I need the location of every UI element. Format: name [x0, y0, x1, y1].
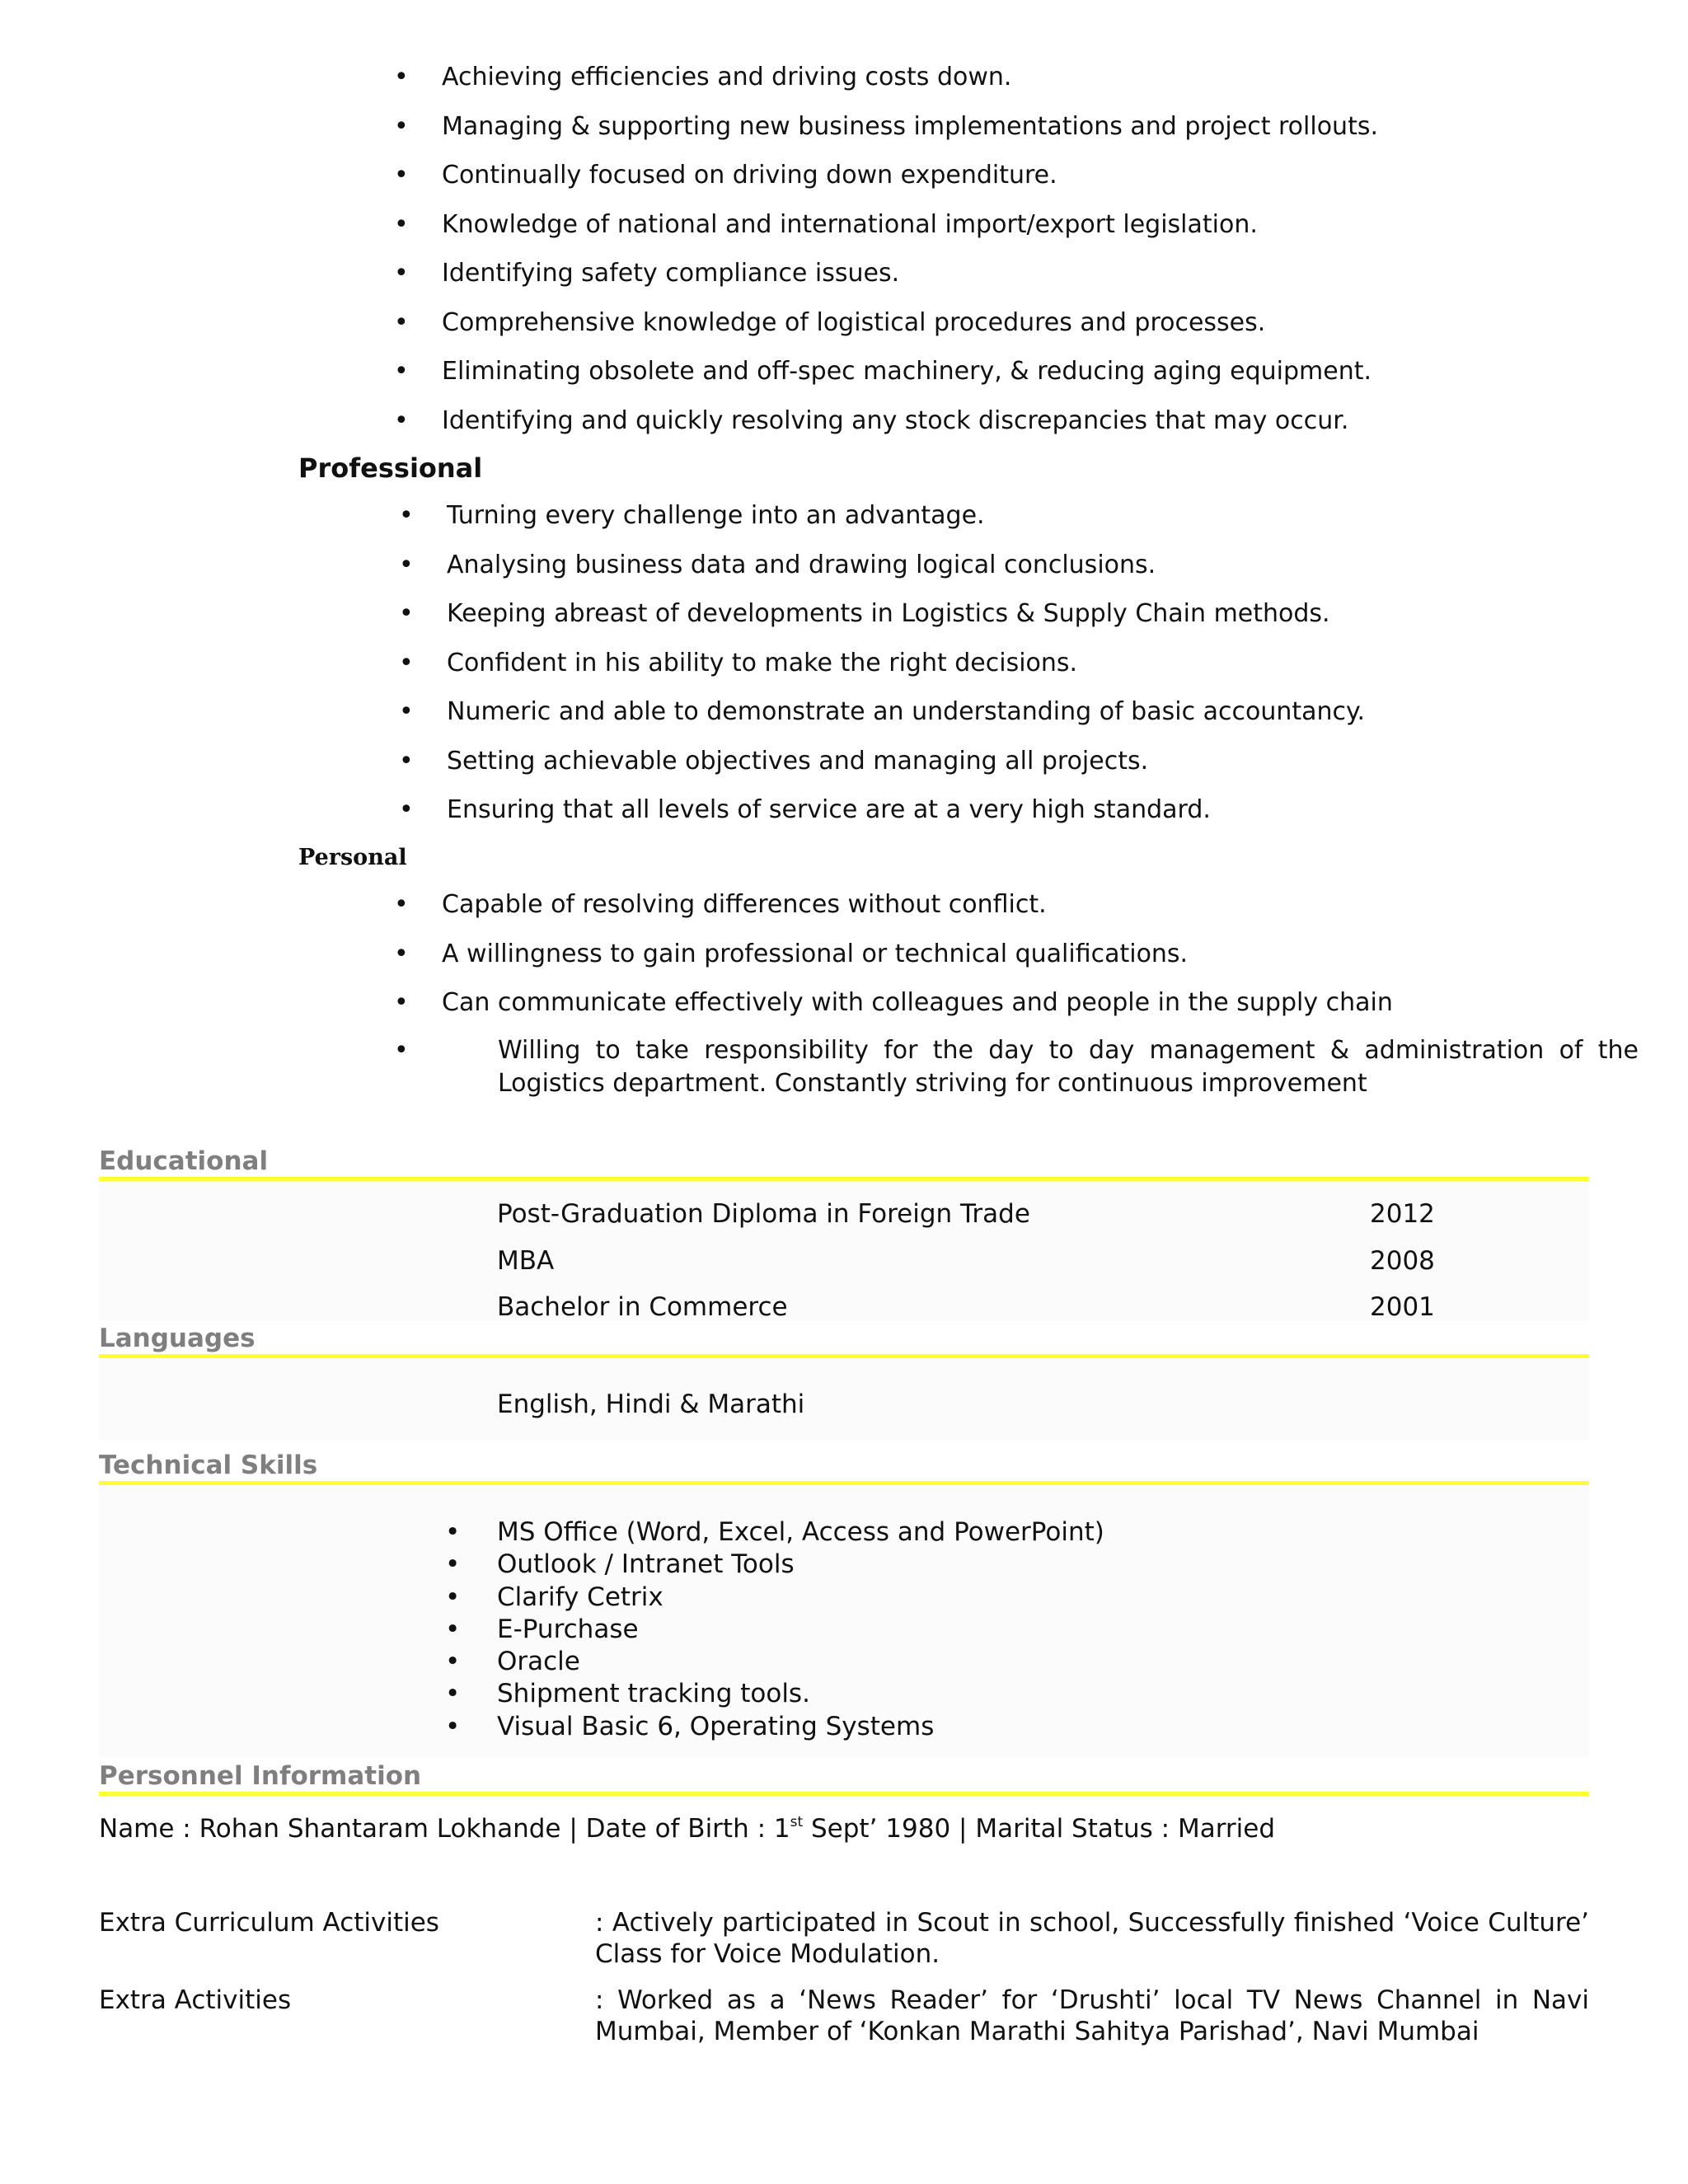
bullet: • — [399, 550, 414, 579]
personal-last-item: Willing to take responsibility for the day to day management & administration of the Logistics department. Constantly striving for continuous improvement — [498, 1036, 1639, 1098]
education-year: 2008 — [1370, 1246, 1435, 1276]
languages-value: English, Hindi & Marathi — [497, 1390, 805, 1419]
extra-curriculum-label: Extra Curriculum Activities — [99, 1908, 439, 1938]
education-degree: Bachelor in Commerce — [497, 1292, 788, 1322]
bullet: • — [399, 795, 414, 824]
bullet: • — [394, 307, 409, 337]
technical-skills-title: Technical Skills — [99, 1451, 318, 1480]
bullet: • — [399, 648, 414, 677]
bullet: • — [445, 1517, 461, 1547]
bullet: • — [394, 1036, 409, 1065]
personal-heading: Personal — [298, 845, 407, 870]
education-year: 2001 — [1370, 1292, 1435, 1322]
bullet: • — [445, 1711, 461, 1741]
resume-page: • Achieving efficiencies and driving costs down. • Managing & supporting new business implementations and project rollouts. • Continually focused on driving down expenditure. • Knowledge of national and international import/export legislation. • Identifying safety compliance issues. • Comprehensive knowledge of logistical procedures and processes. • Eliminating obsolete and off-spec machinery, & reducing aging equipment. • Identifying and quickly resolving any stock discrepancies that may occur. Professional • Turning every challenge into an advantage. • Analysing business data and drawing logical conclusions. • Keeping abreast of developments in Logistics & Supply Chain methods. • Confident in his ability to make the right decisions. • Numeric and able to demonstrate an understanding of basic accountancy. • Setting achievable objectives and managing all projects. • Ensuring that all levels of service are at a very high standard. Personal • Capable of resolving differences without conflict. • A willingness to gain professional or technical qualifications. • Can communicate effectively with colleagues and people in the supply chain • Willing to take responsibility for the day to day management & administration of the Logistics department. Constantly striving for continuous improvement Educational Post-Graduation Diploma in Foreign Trade 2012 MBA 2008 Bachelor in Commerce 2001 Languages English, Hindi & Marathi Technical Skills • MS Office (Word, Excel, Access and PowerPoint) • Outlook / Intranet Tools • Clarify Cetrix • E-Purchase • Oracle • Shipment tracking tools. • Visual Basic 6, Operating Systems Personnel Information Name : Rohan Shantaram Lokhande | Date of Birth : 1st Sept’ 1980 | Marital Status : Married Extra Curriculum Activities : Actively participated in Scout in school, Successfully finished ‘Voice Culture’ Class for Voice Modulation. Extra Activities : Worked as a ‘News Reader’ for ‘Drushti’ local TV News Channel in Navi Mumbai, Member of ‘Konkan Marathi Sahitya Parishad’, Navi Mumbai — [99, 63, 1639, 2046]
bullet: • — [394, 357, 409, 386]
education-year: 2012 — [1370, 1199, 1435, 1229]
professional-heading: Professional — [298, 452, 483, 484]
bullet: • — [394, 939, 409, 968]
bullet: • — [445, 1614, 461, 1644]
bullet: • — [394, 259, 409, 288]
educational-title: Educational — [99, 1146, 269, 1176]
section-divider — [99, 1792, 1589, 1796]
bullet: • — [394, 209, 409, 239]
bullet: • — [399, 599, 414, 628]
education-degree: MBA — [497, 1246, 555, 1276]
bullet: • — [394, 161, 409, 190]
languages-title: Languages — [99, 1324, 256, 1353]
extra-activities-value: : Worked as a ‘News Reader’ for ‘Drushti’ local TV News Channel in Navi Mumbai, Member of ‘Konkan Marathi Sahitya Parishad’, Navi Mumbai — [595, 1985, 1589, 2046]
bullet: • — [394, 890, 409, 919]
bullet: • — [394, 63, 409, 91]
personnel-details: Name : Rohan Shantaram Lokhande | Date of Birth : 1st Sept’ 1980 | Marital Status : Married — [99, 1813, 1276, 1844]
bullet: • — [445, 1679, 461, 1709]
bullet: • — [394, 988, 409, 1017]
bullet: • — [394, 405, 409, 435]
personnel-title: Personnel Information — [99, 1761, 422, 1791]
education-degree: Post-Graduation Diploma in Foreign Trade — [497, 1199, 1030, 1229]
bullet: • — [399, 697, 414, 726]
bullet: • — [394, 111, 409, 141]
bullet: • — [399, 501, 414, 530]
languages-panel — [99, 1358, 1589, 1441]
bullet: • — [445, 1549, 461, 1580]
bullet: • — [399, 746, 414, 776]
bullet: • — [445, 1582, 461, 1612]
bullet: • — [445, 1647, 461, 1677]
extra-curriculum-value: : Actively participated in Scout in school, Successfully finished ‘Voice Culture’ Class for Voice Modulation. — [595, 1908, 1589, 1969]
extra-activities-label: Extra Activities — [99, 1985, 292, 2015]
